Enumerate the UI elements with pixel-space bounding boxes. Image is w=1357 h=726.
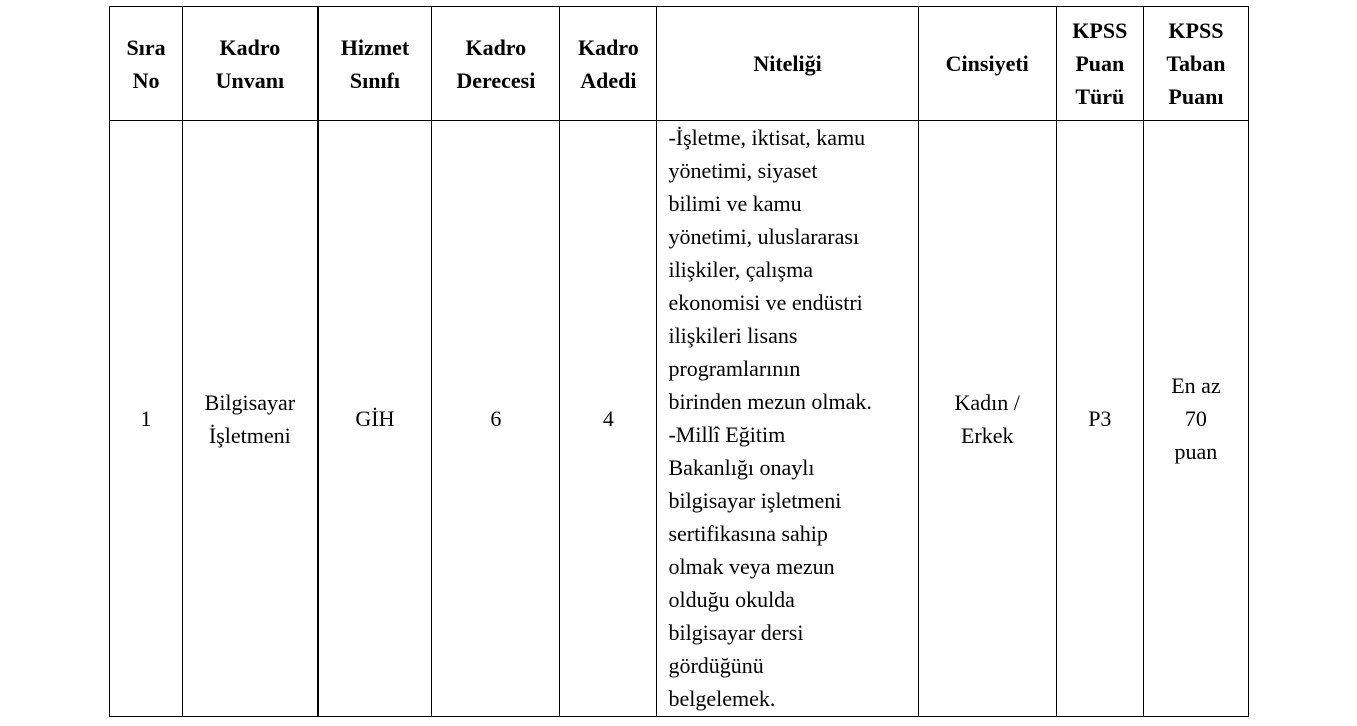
header-kadro-unvani-line: Unvanı — [215, 67, 285, 93]
cell-cinsiyeti-line: Kadın / — [954, 389, 1020, 415]
header-cinsiyeti: Cinsiyeti — [918, 7, 1056, 121]
header-kpss-puan-turu-line: Puan — [1075, 51, 1125, 76]
header-kpss-taban-puani-line: Puanı — [1168, 84, 1224, 109]
cell-sira-no: 1 — [110, 121, 183, 717]
header-kadro-unvani — [183, 7, 318, 121]
cell-kadro-derecesi: 6 — [432, 121, 560, 717]
niteligi-line: yönetimi, siyaset — [668, 158, 818, 183]
niteligi-line: olmak veya mezun — [668, 554, 835, 579]
cell-kadro-unvani — [183, 121, 318, 717]
cell-niteligi — [657, 121, 918, 717]
cell-kpss-taban-puani-line: puan — [1174, 439, 1218, 464]
niteligi-line: ilişkileri lisans — [668, 323, 798, 348]
cell-kadro-adedi: 4 — [560, 121, 657, 717]
niteligi-line: Bakanlığı onaylı — [668, 455, 815, 480]
header-kadro-derecesi-line: Derecesi — [456, 67, 536, 93]
header-kpss-taban-puani-line: KPSS — [1168, 18, 1224, 43]
niteligi-line: bilimi ve kamu — [668, 191, 802, 216]
niteligi-line: bilgisayar dersi — [668, 620, 804, 645]
niteligi-line: bilgisayar işletmeni — [668, 488, 842, 513]
niteligi-line: programlarının — [668, 356, 801, 381]
niteligi-line: gördüğünü — [668, 653, 764, 678]
niteligi-line: birinden mezun olmak. — [668, 389, 872, 414]
header-kadro-derecesi — [432, 7, 560, 121]
cell-cinsiyeti — [918, 121, 1056, 717]
cell-kpss-puan-turu: P3 — [1056, 121, 1143, 717]
header-kadro-unvani-line: Kadro — [219, 34, 281, 60]
niteligi-line: ilişkiler, çalışma — [668, 257, 813, 282]
cell-hizmet-sinifi: GİH — [318, 121, 432, 717]
header-kadro-adedi — [560, 7, 657, 121]
header-sira-no-line: No — [132, 67, 160, 93]
cell-kpss-taban-puani-line: En az — [1171, 373, 1221, 398]
header-kadro-adedi-line: Adedi — [580, 67, 637, 93]
niteligi-line: -İşletme, iktisat, kamu — [668, 125, 866, 150]
header-hizmet-sinifi-line: Hizmet — [340, 34, 410, 60]
table-row — [110, 121, 1249, 717]
header-sira-no-line: Sıra — [126, 34, 166, 60]
header-kpss-puan-turu — [1056, 7, 1143, 121]
niteligi-line: ekonomisi ve endüstri — [668, 290, 863, 315]
position-table — [109, 6, 1249, 717]
cell-kpss-taban-puani — [1143, 121, 1248, 717]
cell-kadro-unvani-line: Bilgisayar — [204, 389, 296, 415]
header-hizmet-sinifi-line: Sınıfı — [349, 67, 401, 93]
header-kpss-puan-turu-line: Türü — [1075, 84, 1125, 109]
header-kadro-derecesi-line: Kadro — [465, 34, 527, 60]
niteligi-line: -Millî Eğitim — [668, 422, 786, 447]
header-kpss-taban-puani — [1143, 7, 1248, 121]
header-niteligi: Niteliği — [657, 7, 918, 121]
cell-kadro-unvani-line: İşletmeni — [208, 422, 291, 448]
header-sira-no — [110, 7, 183, 121]
header-row — [110, 7, 1249, 121]
niteligi-line: yönetimi, uluslararası — [668, 224, 860, 249]
header-kpss-taban-puani-line: Taban — [1166, 51, 1226, 76]
niteligi-line: olduğu okulda — [668, 587, 795, 612]
header-kpss-puan-turu-line: KPSS — [1072, 18, 1128, 43]
header-hizmet-sinifi — [318, 7, 432, 121]
niteligi-line: belgelemek. — [668, 686, 776, 711]
header-kadro-adedi-line: Kadro — [578, 34, 639, 60]
cell-cinsiyeti-line: Erkek — [960, 422, 1014, 448]
cell-kpss-taban-puani-line: 70 — [1184, 406, 1207, 431]
niteligi-line: sertifikasına sahip — [668, 521, 828, 546]
